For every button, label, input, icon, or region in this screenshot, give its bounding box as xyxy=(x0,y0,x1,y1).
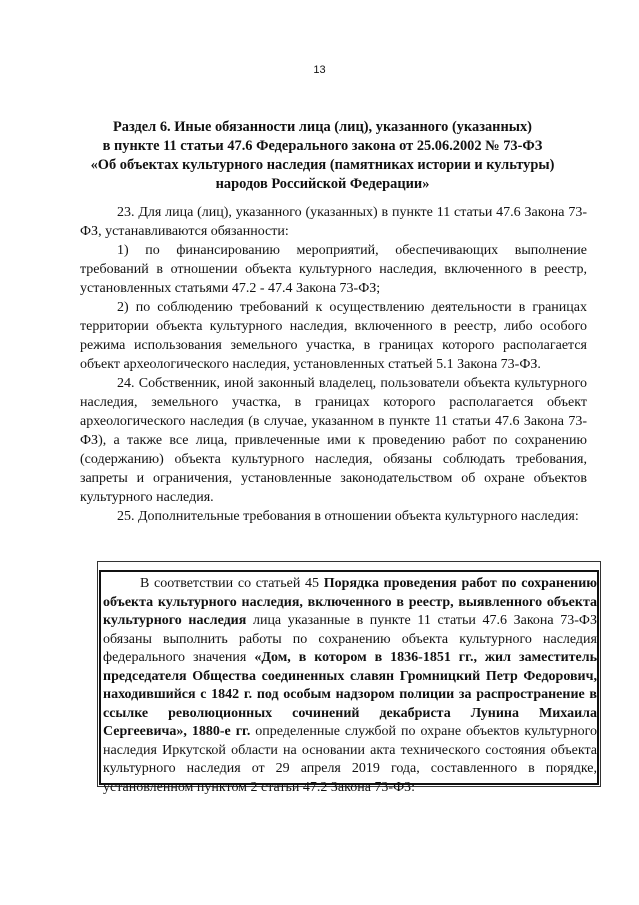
notice-text-3: определенные службой по охране объектов культурного наследия Иркутской области на основании акта технического состояния объекта культурного наследия от 29 апреля 2019 года, составленного в порядке, установленном пунктом 2 статьи 47.2 Закона 73-ФЗ: xyxy=(103,724,597,795)
heading-line-2: в пункте 11 статьи 47.6 Федерального закона от 25.06.2002 № 73-ФЗ xyxy=(102,138,543,154)
heading-line-4: народов Российской Федерации» xyxy=(215,176,430,192)
notice-text-2: лица указанные в пункте 11 статьи 47.6 Закона 73-ФЗ обязаны выполнить работы по сохранению объекта культурного наследия федерального значения xyxy=(103,613,597,665)
heading-line-3: «Об объектах культурного наследия (памятниках истории и культуры) xyxy=(90,157,555,173)
page-number: 13 xyxy=(313,64,326,76)
paragraph-25: 25. Дополнительные требования в отношении объекта культурного наследия: xyxy=(117,509,579,524)
paragraph-24: 24. Собственник, иной законный владелец, пользователи объекта культурного наследия, земельного участка, в границах которого располагается объект археологического наследия (в случае, указанном в пункте 11 статьи 47.6 Закона 73-ФЗ), а также все лица, привлеченные ими к проведению работ по сохранению (содержанию) объекта культурного наследия, обязаны соблюдать требования, запреты и ограничения, установленные законодательством об охране объектов культурного наследия. xyxy=(80,376,587,505)
notice-paragraph xyxy=(103,575,597,797)
notice-bold-1: Порядка проведения работ по сохранению объекта культурного наследия, включенного в реестр, выявленного объекта культурного наследия xyxy=(103,576,597,628)
paragraph-23-item-1: 1) по финансированию мероприятий, обеспечивающих выполнение требований в отношении объекта культурного наследия, включенного в реестр, установленных статьями 47.2 - 47.4 Закона 73-ФЗ; xyxy=(80,243,587,296)
paragraph-23-item-2: 2) по соблюдению требований к осуществлению деятельности в границах территории объекта культурного наследия, включенного в реестр, либо особого режима использования земельного участка, в границах которого располагается объект археологического наследия, установленных статьей 5.1 Закона 73-ФЗ. xyxy=(80,300,587,372)
document-body xyxy=(80,203,587,526)
notice-bold-2: «Дом, в котором в 1836-1851 гг., жил заместитель председателя Общества соединенных славян Громницкий Петр Федорович, находившийся с 1842 г. под особым надзором полиции за распространение в ссылке революционных сочинений декабриста Лунина Михаила Сергеевича», 1880-е гг. xyxy=(103,650,597,739)
heading-line-1: Раздел 6. Иные обязанности лица (лиц), указанного (указанных) xyxy=(113,119,532,135)
notice-box xyxy=(99,570,599,795)
paragraph-23: 23. Для лица (лиц), указанного (указанных) в пункте 11 статьи 47.6 Закона 73-ФЗ, устанавливаются обязанности: xyxy=(80,205,587,239)
section-heading xyxy=(60,118,585,194)
notice-text-1: В соответствии со статьей 45 xyxy=(140,576,324,591)
